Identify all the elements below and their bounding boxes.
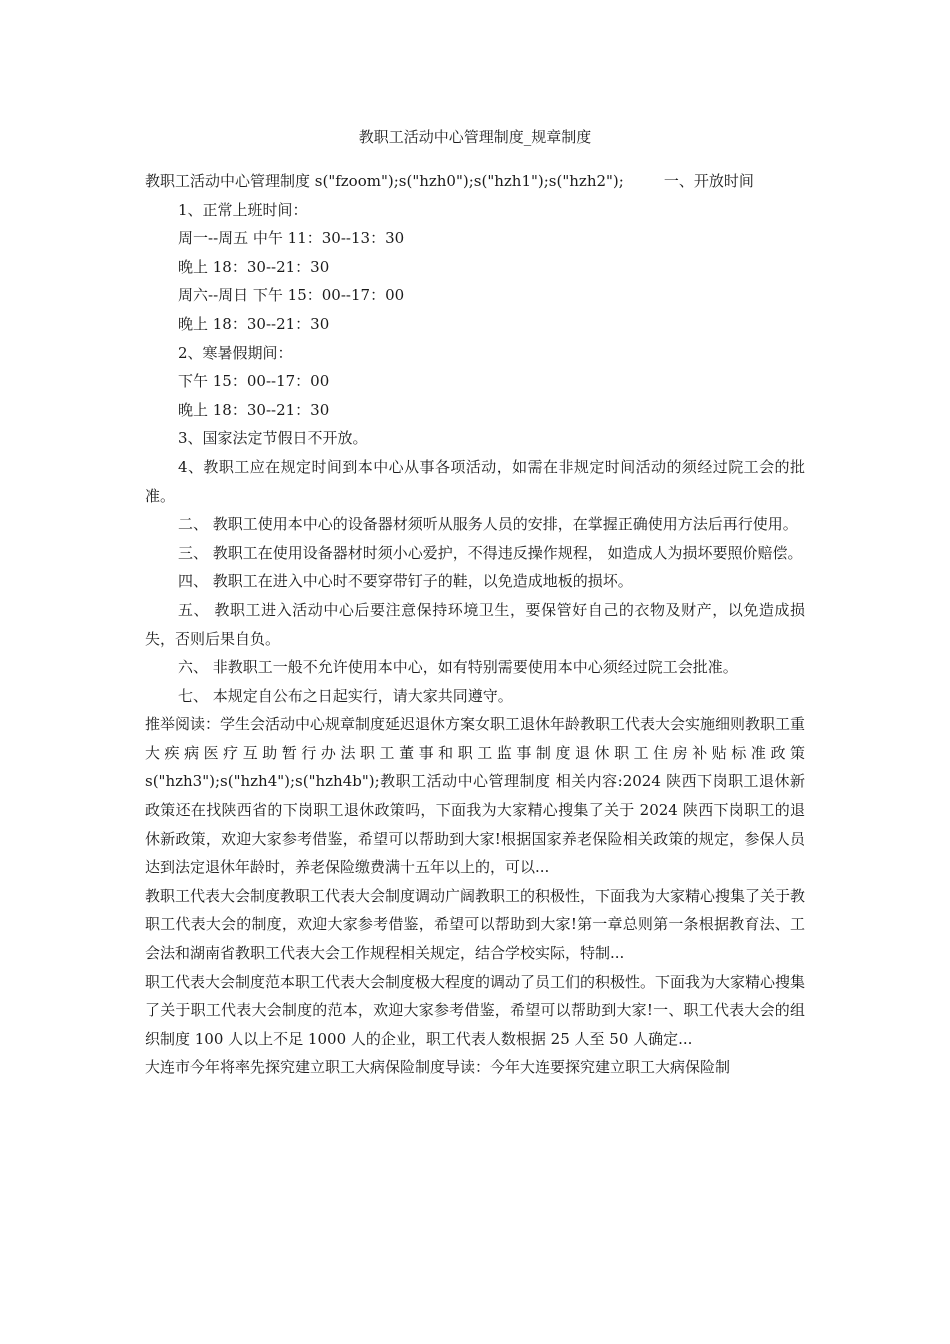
related-reading-paragraph: 推举阅读：学生会活动中心规章制度延迟退休方案女职工退休年龄教职工代表大会实施细则教职工重大疾病医疗互助暂行办法职工董事和职工监事制度退休职工住房补贴标准政策 s("hzh3");s("hzh4");s("hzh4b");教职工活动中心管理制度 相关内容:2024 陕西下岗职工退休新政策还在找陕西省的下岗职工退休政策吗，下面我为大家精心搜集了关于 2024 陕西下岗职工的退休新政策，欢迎大家参考借鉴，希望可以帮助到大家!根据国家养老保险相关政策的规定，参保人员达到法定退休年龄时，养老保险缴费满十五年以上的，可以... — [145, 715, 806, 877]
schedule-line: 1、正常上班时间： — [178, 200, 308, 219]
related-reading-paragraph: 教职工代表大会制度教职工代表大会制度调动广阔教职工的积极性，下面我为大家精心搜集了关于教职工代表大会的制度，欢迎大家参考借鉴，希望可以帮助到大家!第一章总则第一条根据教育法、工会法和湖南省教职工代表大会工作规程相关规定，结合学校实际，特制... — [145, 886, 806, 963]
rule-paragraph: 七、 本规定自公布之日起实行，请大家共同遵守。 — [178, 686, 513, 705]
document-body — [145, 167, 805, 1082]
schedule-line: 2、寒暑假期间： — [178, 343, 293, 362]
rule-paragraph: 三、 教职工在使用设备器材时须小心爱护，不得违反操作规程， 如造成人为损坏要照价赔偿。 — [178, 543, 803, 562]
rule-paragraph: 五、 教职工进入活动中心后要注意保持环境卫生，要保管好自己的衣物及财产，以免造成损失，否则后果自负。 — [145, 600, 805, 648]
intro-text: 教职工活动中心管理制度 s("fzoom");s("hzh0");s("hzh1");s("hzh2"); — [145, 172, 624, 190]
intro-paragraph — [145, 167, 805, 196]
section-heading-open-hours: 一、开放时间 — [663, 172, 754, 190]
schedule-line: 下午 15：00--17：00 — [178, 372, 330, 391]
rule-paragraph: 4、教职工应在规定时间到本中心从事各项活动，如需在非规定时间活动的须经过院工会的批准。 — [145, 457, 805, 505]
related-reading-paragraph: 大连市今年将率先探究建立职工大病保险制度导读：今年大连要探究建立职工大病保险制 — [145, 1058, 731, 1077]
schedule-line: 晚上 18：30--21：30 — [178, 257, 330, 276]
schedule-line: 晚上 18：30--21：30 — [178, 314, 330, 333]
schedule-line: 3、国家法定节假日不开放。 — [178, 429, 368, 448]
document-title: 教职工活动中心管理制度_规章制度 — [358, 128, 592, 146]
rule-paragraph: 四、 教职工在进入中心时不要穿带钉子的鞋，以免造成地板的损坏。 — [178, 572, 633, 591]
related-reading-paragraph: 职工代表大会制度范本职工代表大会制度极大程度的调动了员工们的积极性。下面我为大家精心搜集了关于职工代表大会制度的范本，欢迎大家参考借鉴，希望可以帮助到大家!一、职工代表大会的组织制度 100 人以上不足 1000 人的企业，职工代表人数根据 25 人至 50 人确定... — [145, 972, 806, 1048]
schedule-line: 周一--周五 中午 11：30--13：30 — [178, 229, 405, 248]
schedule-line: 晚上 18：30--21：30 — [178, 400, 330, 419]
rule-paragraph: 二、 教职工使用本中心的设备器材须听从服务人员的安排，在掌握正确使用方法后再行使用。 — [178, 515, 798, 534]
schedule-line: 周六--周日 下午 15：00--17：00 — [178, 286, 405, 305]
rule-paragraph: 六、 非教职工一般不允许使用本中心，如有特别需要使用本中心须经过院工会批准。 — [178, 658, 738, 677]
